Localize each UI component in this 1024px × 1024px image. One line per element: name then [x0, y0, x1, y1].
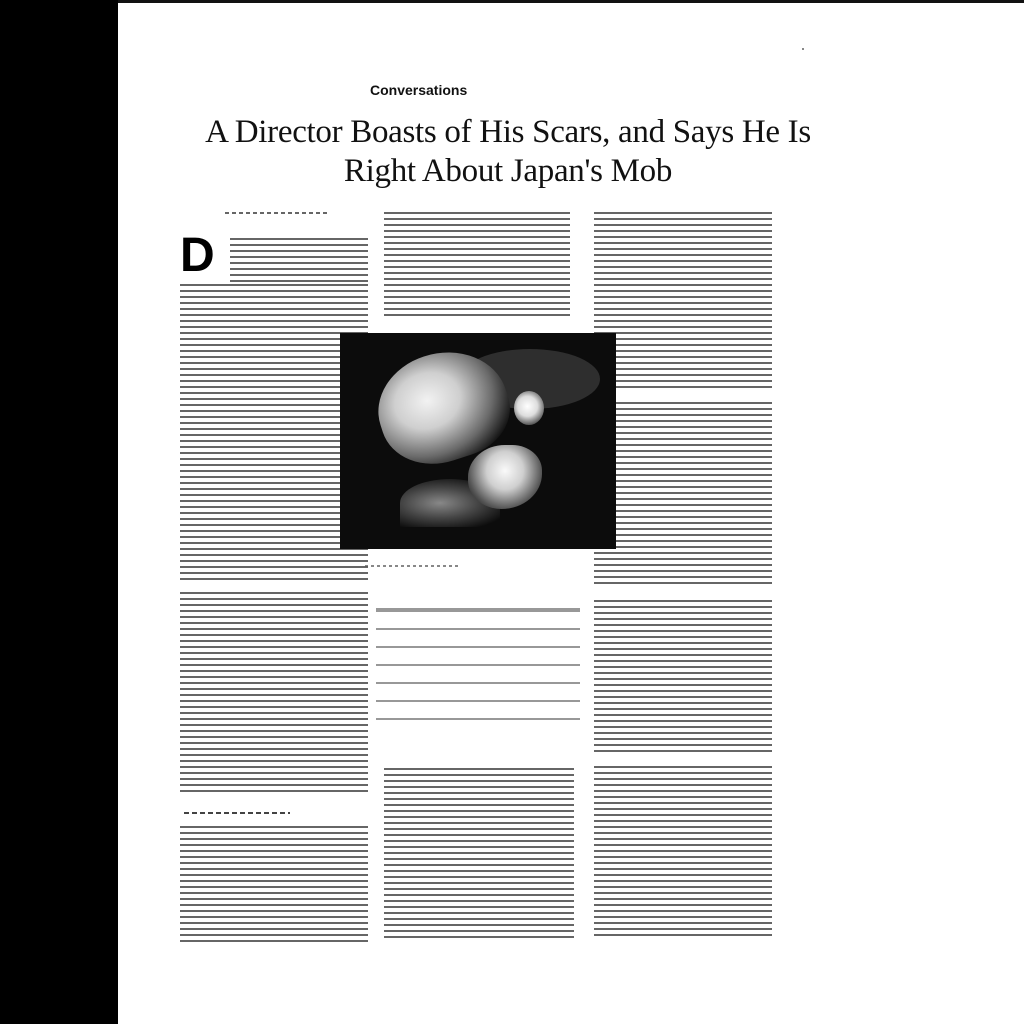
headline: A Director Boasts of His Scars, and Says He Is Right About Japan's Mob — [205, 114, 811, 189]
column-1-text-top — [230, 238, 368, 282]
top-rule — [118, 0, 1024, 3]
column-3-text-mid — [594, 402, 772, 588]
section-label: Conversations — [370, 82, 468, 98]
column-2-text-top — [384, 212, 570, 316]
photo-caption-illegible — [365, 565, 461, 567]
photo-ear — [514, 391, 544, 425]
article-photo — [340, 333, 616, 549]
column-3-text-bottom — [594, 766, 772, 938]
column-1-subhead-illegible — [184, 812, 290, 814]
column-1-text-bottom — [180, 826, 368, 942]
pull-quote — [376, 604, 580, 732]
section-kicker — [370, 82, 467, 100]
photo-hand — [468, 445, 542, 509]
byline-illegible — [225, 212, 329, 214]
column-1-text-mid — [180, 592, 368, 792]
column-3-text-top — [594, 212, 772, 388]
scan-speck — [802, 48, 804, 50]
column-2-text-bottom — [384, 768, 574, 940]
column-3-text-lower — [594, 600, 772, 752]
document-page — [118, 0, 1024, 1024]
drop-cap: D — [180, 229, 215, 282]
